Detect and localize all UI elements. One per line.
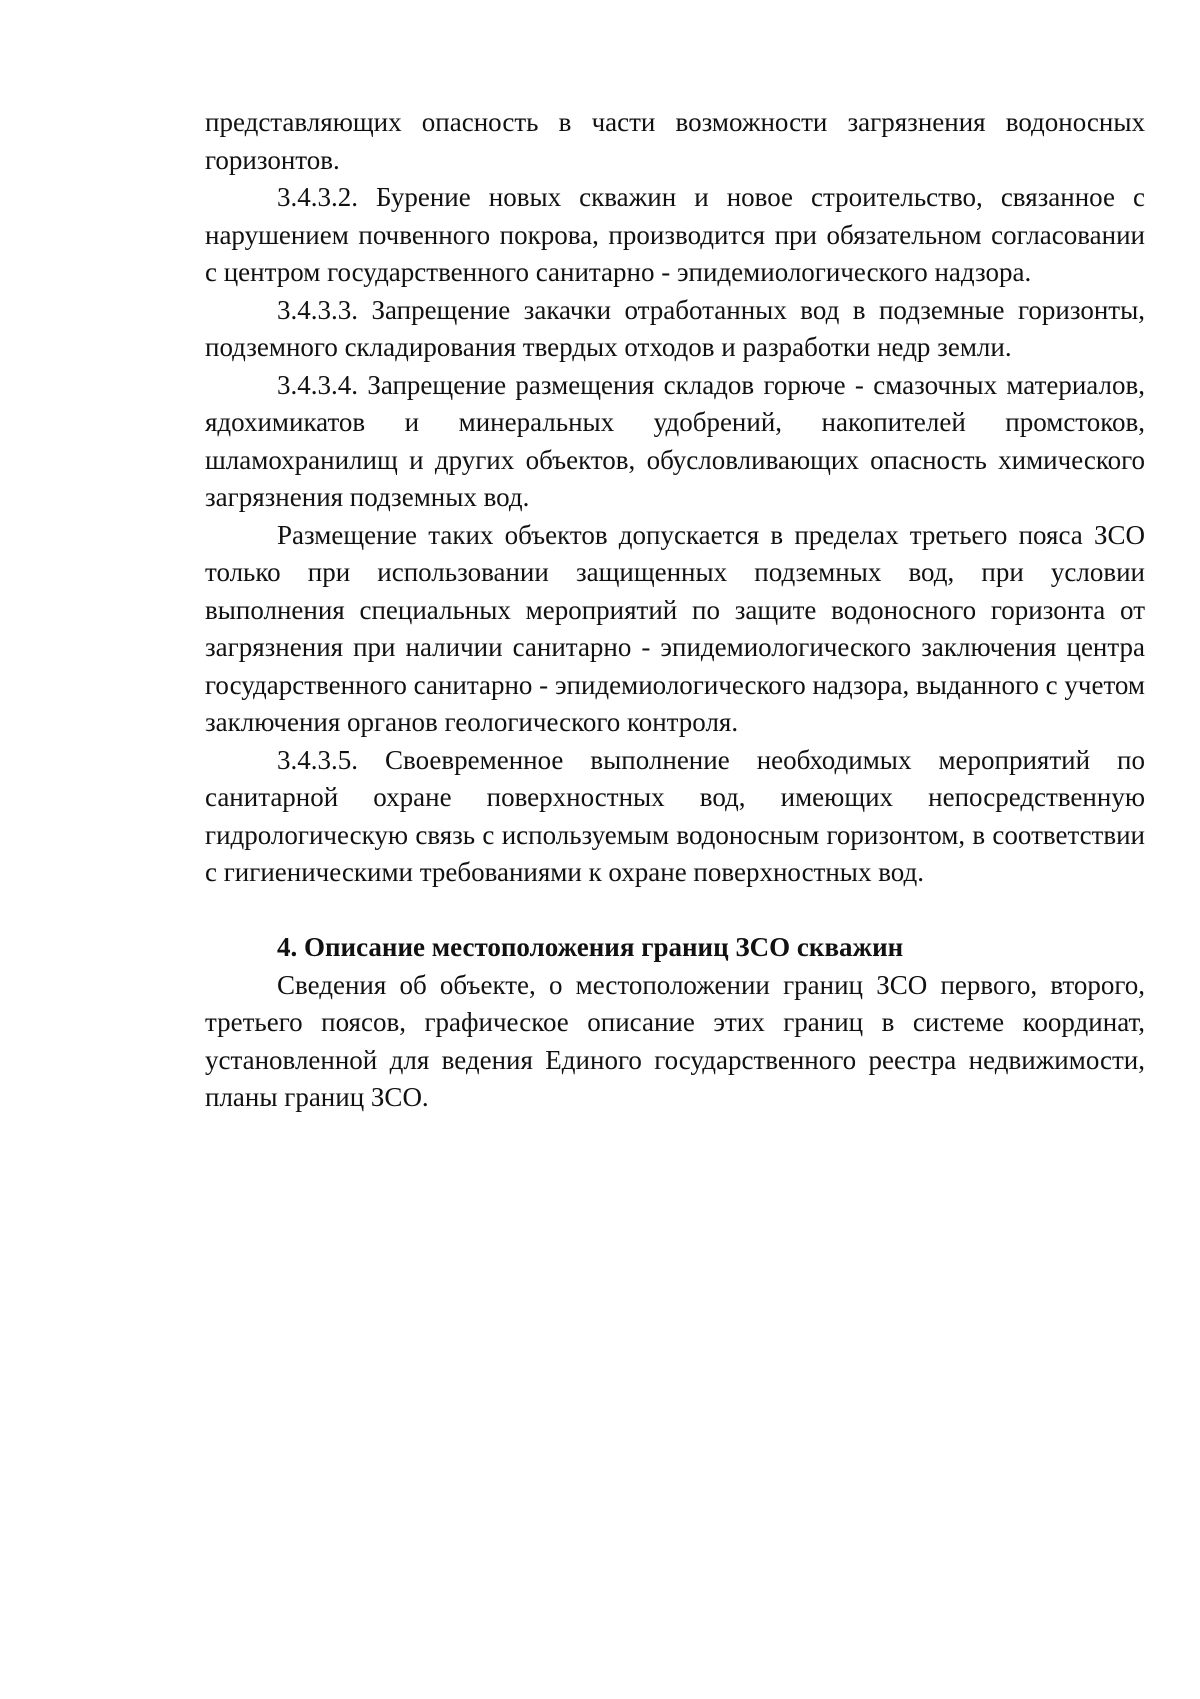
- paragraph-3-4-3-5: 3.4.3.5. Своевременное выполнение необходимых мероприятий по санитарной охране поверхностных вод, имеющих непосредственную гидрологическую связь с используемым водоносным горизонтом, в соответствии с гигиеническими требованиями к охране поверхностных вод.: [205, 744, 1145, 887]
- section-paragraph: Сведения об объекте, о местоположении границ ЗСО первого, второго, третьего поясов, графическое описание этих границ в системе координат, установленной для ведения Единого государственного реестра недвижимости, планы границ ЗСО.: [205, 969, 1145, 1112]
- paragraph-3-4-3-3: 3.4.3.3. Запрещение закачки отработанных вод в подземные горизонты, подземного складирования твердых отходов и разработки недр земли.: [205, 294, 1145, 362]
- paragraph-placement-conditions: Размещение таких объектов допускается в пределах третьего пояса ЗСО только при использовании защищенных подземных вод, при условии выполнения специальных мероприятий по защите водоносного горизонта от загрязнения при наличии санитарно - эпидемиологического заключения центра государственного санитарно - эпидемиологического надзора, выданного с учетом заключения органов геологического контроля.: [205, 519, 1145, 737]
- paragraph-3-4-3-4: 3.4.3.4. Запрещение размещения складов горюче - смазочных материалов, ядохимикатов и минеральных удобрений, накопителей промстоков, шламохранилищ и других объектов, обусловливающих опасность химического загрязнения подземных вод.: [205, 369, 1145, 512]
- paragraph-continuation: представляющих опасность в части возможности загрязнения водоносных горизонтов.: [205, 107, 1145, 175]
- document-body: [205, 104, 1145, 1117]
- section-heading: 4. Описание местоположения границ ЗСО скважин: [277, 932, 904, 962]
- paragraph-3-4-3-2: 3.4.3.2. Бурение новых скважин и новое строительство, связанное с нарушением почвенного покрова, производится при обязательном согласовании с центром государственного санитарно - эпидемиологического надзора.: [205, 182, 1145, 287]
